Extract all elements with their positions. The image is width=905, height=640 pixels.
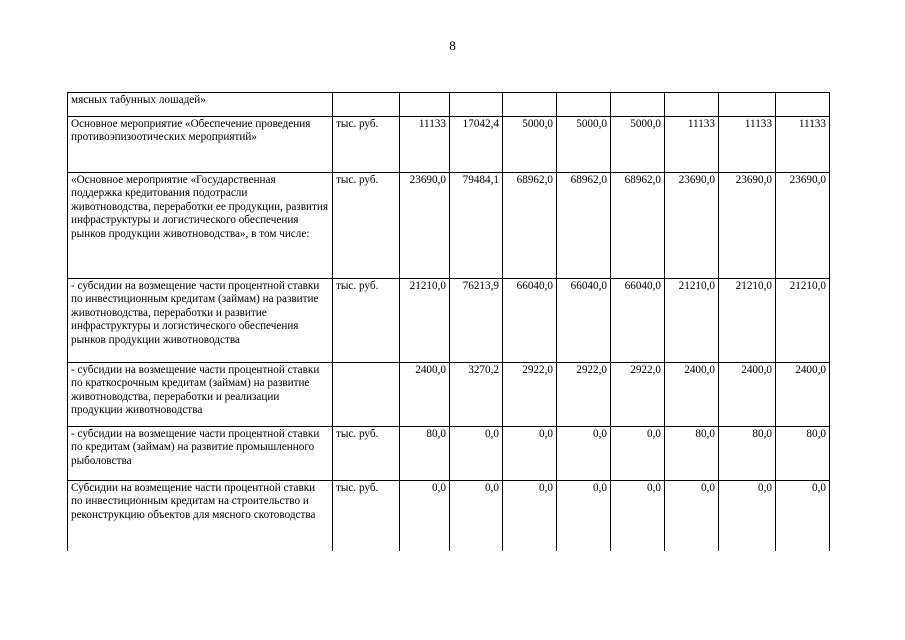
row-value: 80,0 [719, 427, 776, 481]
row-value: 21210,0 [719, 279, 776, 363]
row-value: 11133 [719, 117, 776, 173]
row-value: 0,0 [503, 427, 557, 481]
row-value: 68962,0 [503, 173, 557, 279]
budget-table [67, 92, 830, 551]
row-value: 0,0 [450, 427, 503, 481]
row-value: 0,0 [665, 481, 719, 551]
row-value: 68962,0 [611, 173, 665, 279]
row-description: Субсидии на возмещение части процентной ставки по инвестиционным кредитам на строительство и реконструкцию объектов для мясного скотоводства [68, 481, 333, 551]
row-value: 66040,0 [503, 279, 557, 363]
row-value: 66040,0 [611, 279, 665, 363]
row-value [611, 93, 665, 117]
row-value: 2400,0 [665, 363, 719, 427]
row-value: 23690,0 [719, 173, 776, 279]
row-value: 17042,4 [450, 117, 503, 173]
row-unit: тыс. руб. [333, 427, 400, 481]
row-value: 79484,1 [450, 173, 503, 279]
row-value [557, 93, 611, 117]
table-row [68, 117, 830, 173]
row-value: 21210,0 [400, 279, 450, 363]
row-value: 5000,0 [503, 117, 557, 173]
row-value [719, 93, 776, 117]
row-value [776, 93, 830, 117]
row-value: 76213,9 [450, 279, 503, 363]
row-description: - субсидии на возмещение части процентной ставки по инвестиционным кредитам (займам) на развитие животноводства, переработки и развитие инфраструктуры и логистического обеспечения рынков продукции животноводства [68, 279, 333, 363]
row-unit: тыс. руб. [333, 117, 400, 173]
row-value [400, 93, 450, 117]
row-value: 2400,0 [400, 363, 450, 427]
row-description: - субсидии на возмещение части процентной ставки по кредитам (займам) на развитие промышленного рыболовства [68, 427, 333, 481]
row-value: 0,0 [503, 481, 557, 551]
row-unit [333, 93, 400, 117]
row-value: 0,0 [776, 481, 830, 551]
row-value [450, 93, 503, 117]
row-value: 68962,0 [557, 173, 611, 279]
row-value: 0,0 [611, 481, 665, 551]
row-value [665, 93, 719, 117]
row-value: 0,0 [450, 481, 503, 551]
row-value: 23690,0 [776, 173, 830, 279]
row-value: 11133 [776, 117, 830, 173]
row-unit: тыс. руб. [333, 279, 400, 363]
table-row [68, 427, 830, 481]
table-row [68, 93, 830, 117]
row-value: 5000,0 [611, 117, 665, 173]
row-value: 21210,0 [776, 279, 830, 363]
row-value: 0,0 [719, 481, 776, 551]
row-value: 21210,0 [665, 279, 719, 363]
row-value: 80,0 [776, 427, 830, 481]
row-unit: тыс. руб. [333, 173, 400, 279]
row-value: 11133 [400, 117, 450, 173]
row-value: 0,0 [557, 481, 611, 551]
table-row [68, 481, 830, 551]
row-value: 5000,0 [557, 117, 611, 173]
row-value [503, 93, 557, 117]
row-value: 80,0 [665, 427, 719, 481]
row-value: 66040,0 [557, 279, 611, 363]
row-description: «Основное мероприятие «Государственная поддержка кредитования подотрасли животноводства, переработки ее продукции, развития инфраструктуры и логистического обеспечения рынков продукции животноводства», в том числе: [68, 173, 333, 279]
table-row [68, 279, 830, 363]
table-row [68, 173, 830, 279]
row-unit [333, 363, 400, 427]
row-value: 2922,0 [503, 363, 557, 427]
row-value: 0,0 [400, 481, 450, 551]
table-row [68, 363, 830, 427]
row-value: 2922,0 [611, 363, 665, 427]
row-description: - субсидии на возмещение части процентной ставки по краткосрочным кредитам (займам) на развитие животноводства, переработки и реализации продукции животноводства [68, 363, 333, 427]
row-value: 2400,0 [719, 363, 776, 427]
row-unit: тыс. руб. [333, 481, 400, 551]
row-value: 0,0 [557, 427, 611, 481]
row-value: 11133 [665, 117, 719, 173]
row-value: 23690,0 [400, 173, 450, 279]
row-value: 2922,0 [557, 363, 611, 427]
row-description: Основное мероприятие «Обеспечение проведения противоэпизоотических мероприятий» [68, 117, 333, 173]
row-value: 80,0 [400, 427, 450, 481]
page-number: 8 [449, 38, 456, 53]
row-description: мясных табунных лошадей» [68, 93, 333, 117]
row-value: 23690,0 [665, 173, 719, 279]
row-value: 2400,0 [776, 363, 830, 427]
row-value: 0,0 [611, 427, 665, 481]
row-value: 3270,2 [450, 363, 503, 427]
